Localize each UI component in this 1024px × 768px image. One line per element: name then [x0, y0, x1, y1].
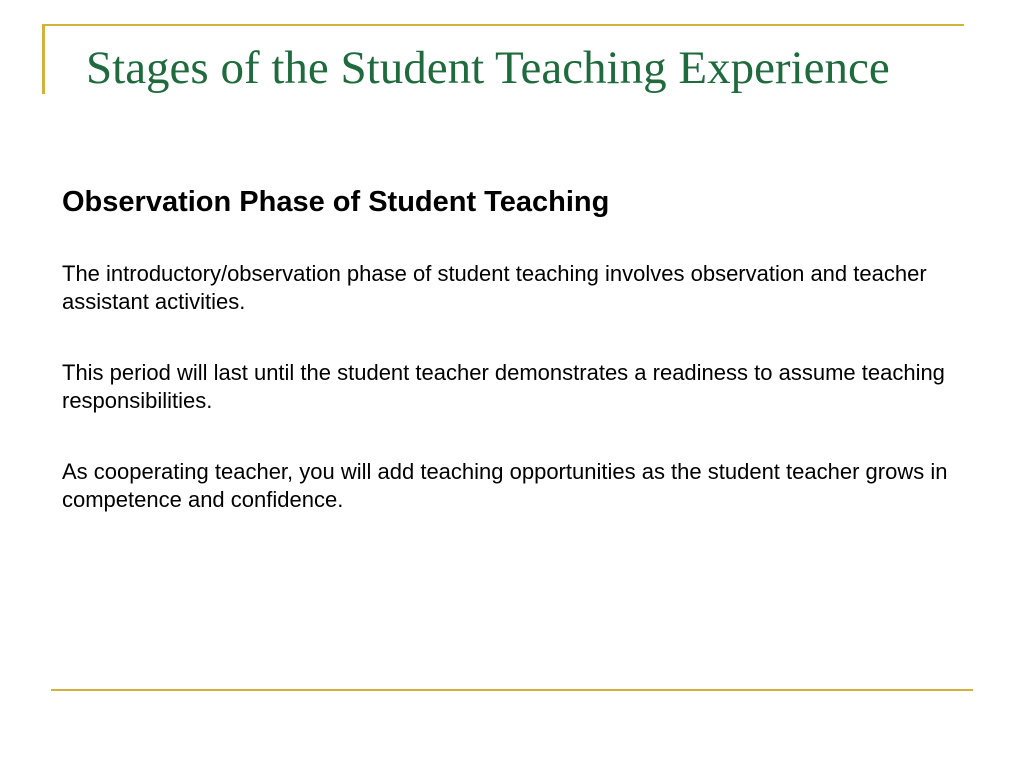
section-heading: Observation Phase of Student Teaching: [62, 186, 610, 218]
bottom-divider: [51, 689, 973, 691]
paragraph-readiness-period: This period will last until the student teacher demonstrates a readiness to assume teaching responsibilities.: [62, 360, 945, 413]
title-left-accent-bar: [42, 24, 45, 94]
paragraph-observation-phase: The introductory/observation phase of student teaching involves observation and teacher assistant activities.: [62, 261, 927, 314]
slide-content: [62, 184, 962, 557]
title-top-divider: [42, 24, 964, 26]
paragraph-cooperating-teacher: As cooperating teacher, you will add teaching opportunities as the student teacher grows in competence and confidence.: [62, 459, 948, 512]
slide-title: Stages of the Student Teaching Experience: [86, 42, 890, 94]
